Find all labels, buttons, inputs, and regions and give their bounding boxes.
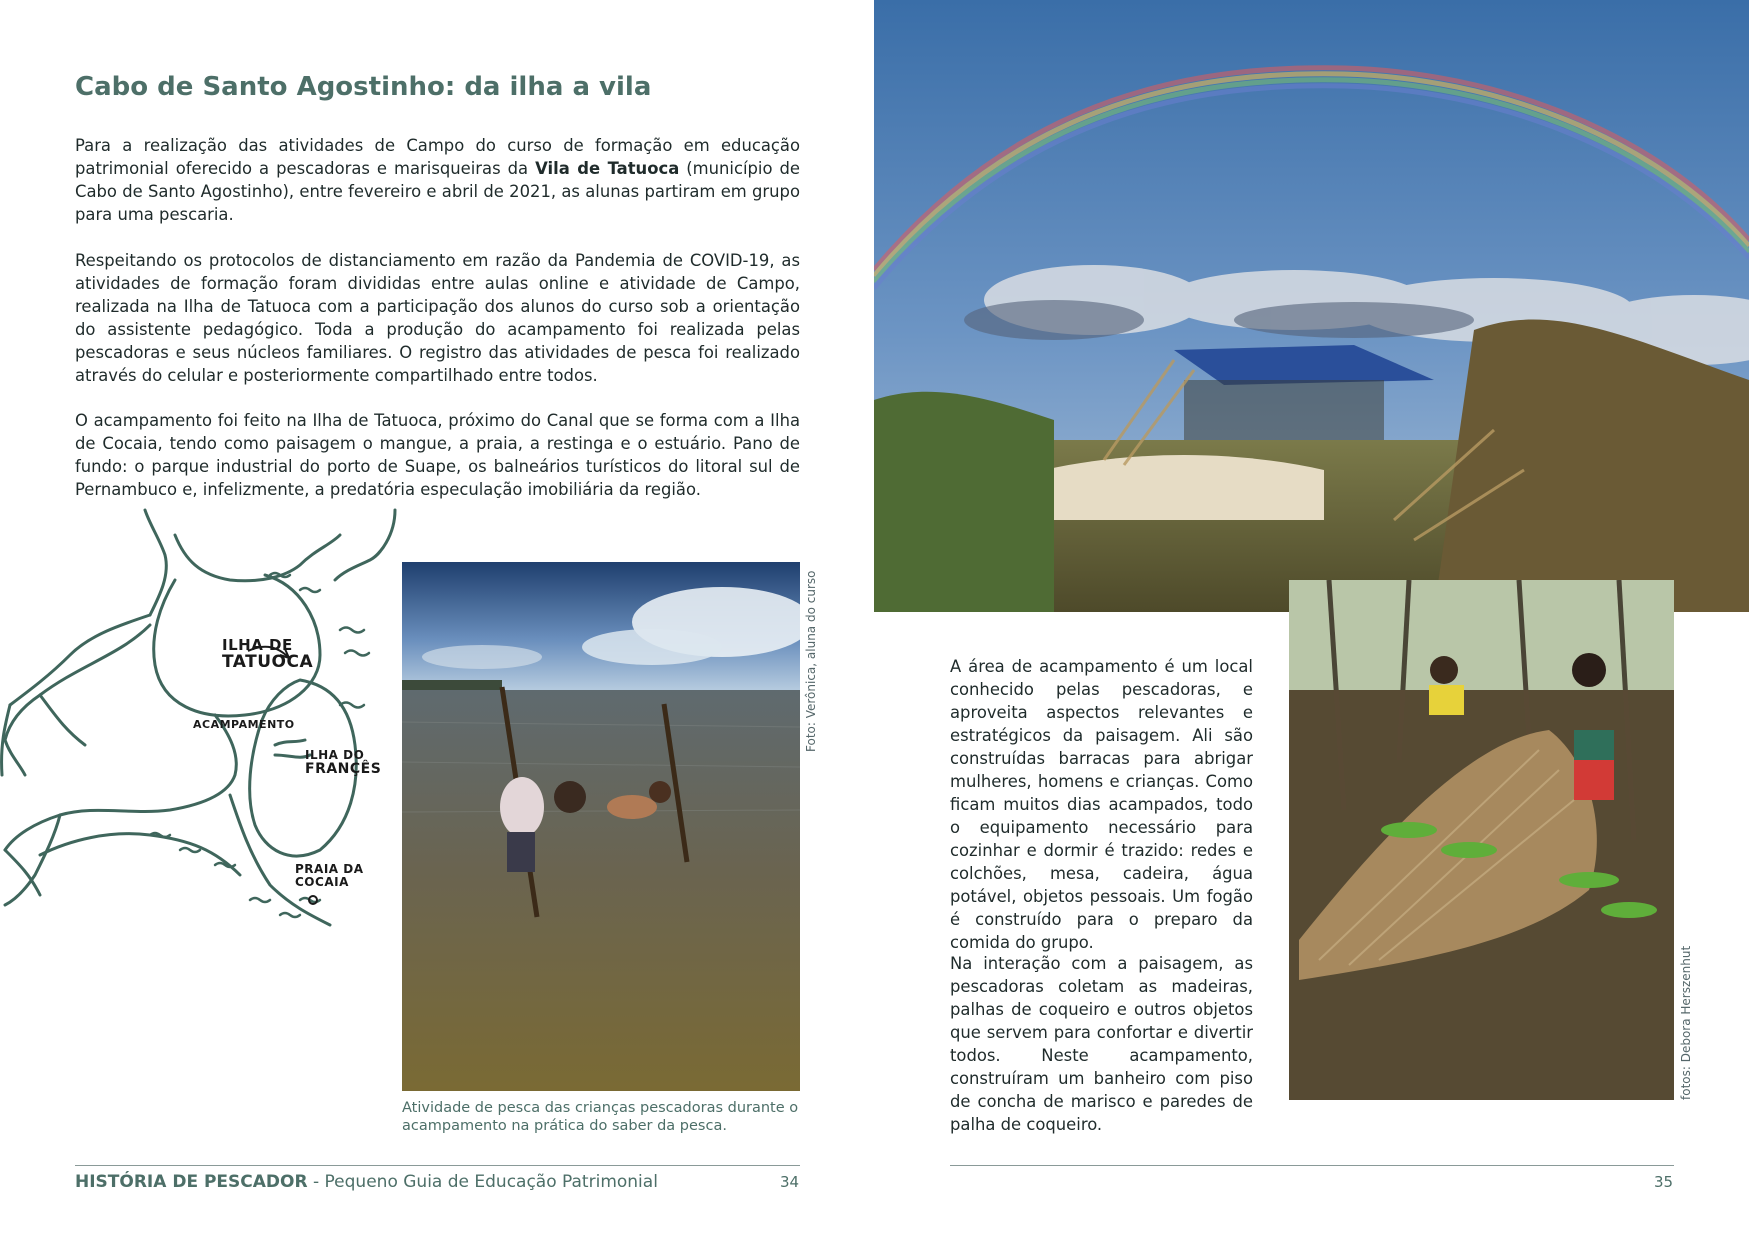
paragraph-landscape-interaction: Na interação com a paisagem, as pescadoras coletam as madeiras, palhas de coqueiro e outros objetos que servem para confortar e divertir todos. Neste acampamento, construíram um banheiro com piso de concha de marisco e paredes de palha de coqueiro.	[950, 954, 1253, 1134]
paragraph-camp-location: O acampamento foi feito na Ilha de Tatuoca, próximo do Canal que se forma com a Ilha de Cocaia, tendo como paisagem o mangue, a praia, a restinga e o estuário. Pano de fundo: o parque industrial do porto de Suape, os balneários turísticos do litoral sul de Pernambuco e, infelizmente, a predatória especulação imobiliária da região.	[75, 411, 800, 499]
paragraph-camp-area: A área de acampamento é um local conhecido pelas pescadoras, e aproveita aspectos relevantes e estratégicos da paisagem. Ali são construídas barracas para abrigar mulheres, homens e crianças. Como ficam muitos dias acampados, todo o equipamento necessário para cozinhar e dormir é trazido: redes e colchões, mesa, cadeira, água potável, objetos pessoais. Um fogão é construído para o preparo da comida do grupo.	[950, 657, 1253, 952]
page-number-left: 34	[780, 1173, 800, 1191]
photo-children-fishing	[402, 562, 800, 1091]
footer-divider-right	[950, 1165, 1674, 1166]
right-page	[874, 0, 1749, 1241]
photo-women-palm-leaves	[1289, 580, 1674, 1100]
page-number-right: 35	[1654, 1173, 1674, 1191]
photo-rainbow-camp	[874, 0, 1749, 612]
left-page	[0, 0, 874, 1241]
photo-credit-left: Foto: Verônica, aluna do curso	[804, 570, 818, 752]
paragraph-protocols: Respeitando os protocolos de distanciamento em razão da Pandemia de COVID-19, as atividades de formação foram divididas entre aulas online e atividade de Campo, realizada na Ilha de Tatuoca com a participação dos alunos do curso sob a orientação do assistente pedagógico. Toda a produção do acampamento foi realizada pelas pescadoras e seus núcleos familiares. O registro das atividades de pesca foi realizado através do celular e posteriormente compartilhado entre todos.	[75, 251, 800, 385]
vila-tatuoca-bold: Vila de Tatuoca	[535, 159, 680, 178]
map-label-ilha-frances: ILHA DO FRANÇÊS	[305, 748, 382, 777]
photo-caption: Atividade de pesca das crianças pescadoras durante o acampamento na prática do saber da pesca.	[402, 1100, 799, 1134]
footer-book-title: HISTÓRIA DE PESCADOR - Pequeno Guia de Educação Patrimonial	[75, 1172, 658, 1192]
photo-credit-right: fotos: Debora Herszenhut	[1679, 945, 1693, 1100]
map-label-acampamento: ACAMPAMENTO	[193, 718, 295, 731]
map-label-praia-cocaia: PRAIA DA COCAIA	[295, 862, 364, 889]
footer-divider	[75, 1165, 800, 1166]
page-title: Cabo de Santo Agostinho: da ilha a vila	[75, 72, 652, 102]
map-label-ilha-tatuoca: ILHA DE TATUOCA	[222, 636, 314, 672]
paragraph-intro: Para a realização das atividades de Campo do curso de formação em educação patrimonial oferecido a pescadoras e marisqueiras da Vila de Tatuoca (município de Cabo de Santo Agostinho), entre fevereiro e abril de 2021, as alunas partiram em grupo para uma pescaria.	[75, 136, 800, 224]
